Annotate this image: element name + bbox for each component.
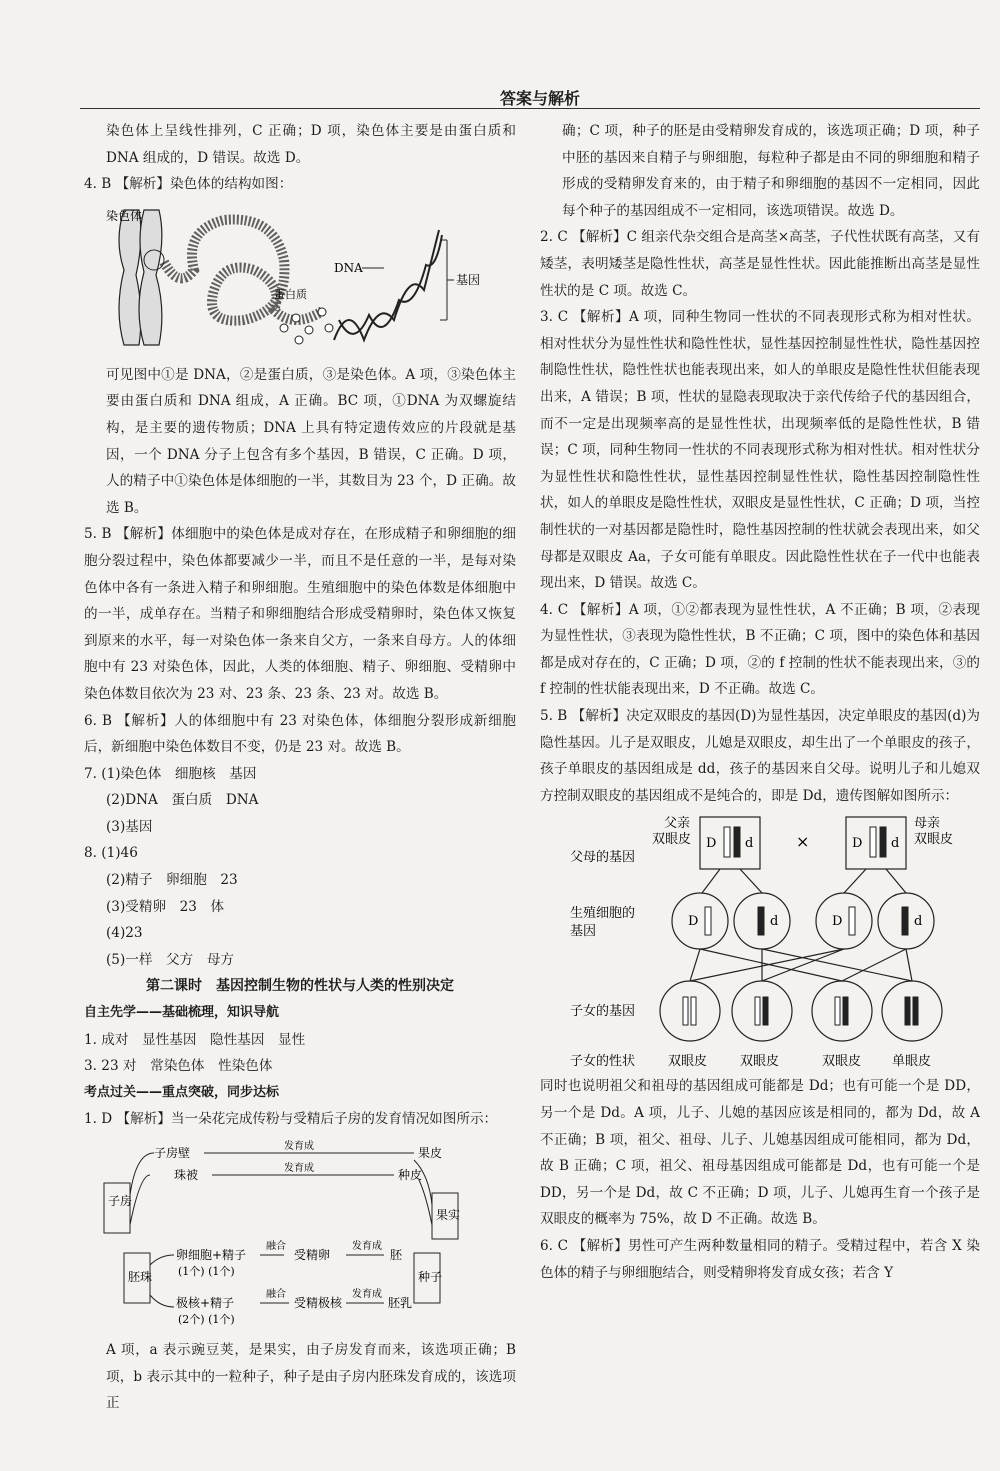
fig2-fruit-peel: 果皮 bbox=[418, 1146, 443, 1160]
fig2-egg-count: (1个) (1个) bbox=[178, 1265, 235, 1278]
fig3-trait-4: 单眼皮 bbox=[892, 1054, 932, 1070]
key-5-head: 5. B 【解析】决定双眼皮的基因(D)为显性基因，决定单眼皮的基因(d)为隐性基因。儿子是双眼皮，儿媳是双眼皮，却生出了一个单眼皮的孩子，孩子单眼皮的基因组成是 dd，孩子的基因来自父母。说明儿子和儿媳双方控制双眼皮的基因组成不是纯合的，即是 Dd，遗传图解如图所示： bbox=[540, 708, 980, 804]
fig2-fuse-2: 融合 bbox=[266, 1289, 286, 1300]
answer-4-body: 可见图中①是 DNA，②是蛋白质，③是染色体。A 项，③染色体主要由蛋白质和 DNA 组成，A 正确。BC 项，①DNA 为双螺旋结构，是主要的遗传物质；DNA 上具有特定遗传效应的片段就是基因，一个 DNA 分子上包含有多个基因，B 错误，C 正确。D 项，人的精子中①染色体是体细胞的一半，其数目为 23 个，D 正确。故选 B。 bbox=[106, 366, 516, 516]
fig2-develop-3: 发育成 bbox=[352, 1241, 382, 1252]
subsection-1: 自主先学——基础梳理，知识导航 bbox=[84, 1005, 280, 1021]
key-4: 4. C 【解析】A 项，①②都表现为显性性状，A 不正确；B 项，②表现为显性性状，③表现为隐性性状，B 不正确；C 项，图中的染色体和基因都是成对存在的，C 正确；D 项，②的 f 控制的性状不能表现出来，③的 f 控制的性状能表现出来，D 不正确。故选 C。 bbox=[540, 601, 980, 698]
fig2-seed-coat: 种皮 bbox=[398, 1168, 423, 1182]
fig3-germ-cells: 生殖细胞的 bbox=[570, 906, 636, 922]
germ-d-2: d bbox=[914, 914, 923, 930]
mother-D: D bbox=[852, 836, 863, 852]
label-chromosome: 染色体 bbox=[106, 208, 143, 223]
answer-7-3: (3)基因 bbox=[106, 818, 153, 835]
fig2-fruit: 果实 bbox=[436, 1208, 461, 1222]
fig2-ovary: 子房 bbox=[108, 1194, 133, 1208]
answer-8-5: (5)一样 父方 母方 bbox=[106, 951, 235, 968]
self-study-1: 1. 成对 显性基因 隐性基因 显性 bbox=[84, 1031, 306, 1048]
fig2-develop-4: 发育成 bbox=[352, 1289, 382, 1300]
fig3-father-trait: 双眼皮 bbox=[652, 832, 692, 848]
fig2-polar: 极核+精子 bbox=[176, 1296, 235, 1310]
fig3-child-traits: 子女的性状 bbox=[570, 1054, 636, 1070]
fig3-child-genes: 子女的基因 bbox=[570, 1004, 636, 1020]
key-1-body: A 项，a 表示豌豆荚，是果实，由子房发育而来，该选项正确；B 项，b 表示其中的一粒种子，种子是由子房内胚珠发育成的，该选项正 bbox=[106, 1342, 516, 1412]
right-column bbox=[540, 118, 980, 1286]
fig2-ovary-wall: 子房壁 bbox=[154, 1146, 191, 1160]
answer-4-head: 4. B 【解析】染色体的结构如图： bbox=[84, 176, 293, 193]
fig3-parent-genes: 父母的基因 bbox=[570, 850, 636, 866]
key-3: 3. C 【解析】A 项，同种生物同一性状的不同表现形式称为相对性状。相对性状分为显性性状和隐性性状，显性基因控制显性性状，隐性基因控制隐性性状，隐性性状也能表现出来，如人的单眼皮是隐性性状但能表现出来，A 错误；B 项，性状的显隐表现取决于亲代传给子代的基因组合，而不一定是出现频率高的是显性性状，出现频率低的是隐性性状，B 错误；C 项，同种生物同一性状的不同表现形式称为相对性状。相对性状分为显性性状和隐性性状，显性基因控制显性性状，隐性基因控制隐性性状，如人的单眼皮是隐性性状，双眼皮是显性性状，C 正确；D 项，当控制性状的一对基因都是隐性时，隐性基因控制的性状就会表现出来，如父母都是双眼皮 Aa，子女可能有单眼皮。因此隐性性状在子一代中也能表现出来，D 错误。故选 C。 bbox=[540, 309, 980, 592]
label-gene: 基因 bbox=[456, 272, 481, 287]
ovary-development-figure bbox=[84, 1135, 514, 1335]
key-5-body: 同时也说明祖父和祖母的基因组成可能都是 Dd；也有可能一个是 DD，另一个是 Dd。A 项，儿子、儿媳的基因应该是相同的，都为 Dd，故 A 不正确；B 项，祖父、祖母、儿子、儿媳基因组成可能相同，都为 Dd，故 B 正确；C 项，祖父、祖母基因组成可能都是 Dd，也有可能一个是 DD，另一个是 Dd，故 C 不正确；D 项，儿子、儿媳再生育一个孩子是双眼皮的概率为 75%，故 D 不正确。故选 B。 bbox=[540, 1078, 980, 1228]
fig2-ovule: 胚珠 bbox=[128, 1270, 153, 1284]
key-1-head: 1. D 【解析】当一朵花完成传粉与受精后子房的发育情况如图所示： bbox=[84, 1111, 498, 1128]
fig2-fert-polar: 受精极核 bbox=[294, 1296, 343, 1310]
answer-8-4: (4)23 bbox=[106, 925, 143, 942]
answer-8-1: 8. (1)46 bbox=[84, 845, 138, 862]
answer-7-1: 7. (1)染色体 细胞核 基因 bbox=[84, 765, 257, 782]
box-ovary bbox=[104, 1183, 133, 1233]
answer-5: 5. B 【解析】体细胞中的染色体是成对存在，在形成精子和卵细胞的细胞分裂过程中，染色体都要减少一半，而且不是任意的一半，是每对染色体中各有一条进入精子和卵细胞。生殖细胞中的染色体数是体细胞中的一半，成单存在。当精子和卵细胞结合形成受精卵时，染色体又恢复到原来的水平，每一对染色体一条来自父方，一条来自母方。人的体细胞中有 23 对染色体，因此，人类的体细胞、精子、卵细胞、受精卵中染色体数目依次为 23 对、23 条、23 条、23 对。故选 B。 bbox=[84, 526, 516, 702]
dna-helix-b bbox=[339, 235, 442, 334]
fig2-seed: 种子 bbox=[418, 1270, 443, 1284]
coiled-fiber bbox=[164, 219, 324, 320]
left-paragraph-0: 染色体上呈线性排列，C 正确；D 项，染色体主要是由蛋白质和 DNA 组成的，D 错误。故选 D。 bbox=[106, 123, 516, 166]
father-D: D bbox=[706, 836, 717, 852]
father-d: d bbox=[745, 836, 754, 852]
self-study-3: 3. 23 对 常染色体 性染色体 bbox=[84, 1058, 273, 1075]
right-paragraph-0: 确；C 项，种子的胚是由受精卵发育成的，该选项正确；D 项，种子中胚的基因来自精子与卵细胞，每粒种子都是由不同的卵细胞和精子形成的受精卵发育来的，由于精子和卵细胞的基因不一定相同，因此每个种子的基因组成不一定相同，该选项错误。故选 D。 bbox=[562, 123, 980, 219]
fig2-develop-2: 发育成 bbox=[284, 1163, 314, 1174]
left-column bbox=[84, 118, 516, 1417]
mother-d: d bbox=[891, 836, 900, 852]
answer-8-2: (2)精子 卵细胞 23 bbox=[106, 872, 238, 889]
key-6: 6. C 【解析】男性可产生两种数量相同的精子。受精过程中，若含 X 染色体的精子与卵细胞结合，则受精卵将发育成女孩；若含 Y bbox=[540, 1238, 980, 1281]
fig2-endosperm: 胚乳 bbox=[388, 1296, 413, 1310]
answer-8-3: (3)受精卵 23 体 bbox=[106, 898, 225, 915]
label-dna: DNA bbox=[334, 260, 363, 275]
fig2-fuse-1: 融合 bbox=[266, 1241, 286, 1252]
germ-D-2: D bbox=[832, 914, 843, 930]
chromosome-structure-figure bbox=[84, 200, 484, 360]
header-title: 答案与解析 bbox=[499, 89, 580, 108]
section-title: 第二课时 基因控制生物的性状与人类的性别决定 bbox=[146, 978, 454, 995]
fig3-trait-1: 双眼皮 bbox=[668, 1054, 708, 1070]
fig3-trait-3: 双眼皮 bbox=[822, 1054, 862, 1070]
fig2-zygote: 受精卵 bbox=[294, 1248, 331, 1262]
fig3-germ-cells-2: 基因 bbox=[570, 924, 597, 940]
fig3-mother: 母亲 bbox=[914, 816, 941, 832]
fig2-egg: 卵细胞+精子 bbox=[176, 1248, 247, 1262]
inheritance-diagram bbox=[540, 811, 980, 1071]
chromosome-shape bbox=[119, 210, 162, 345]
fig3-father: 父亲 bbox=[664, 816, 691, 832]
germ-D-1: D bbox=[688, 914, 699, 930]
fig2-polar-count: (2个) (1个) bbox=[178, 1313, 235, 1326]
fig2-embryo: 胚 bbox=[390, 1248, 403, 1262]
fig3-mother-trait: 双眼皮 bbox=[914, 832, 954, 848]
answer-6: 6. B 【解析】人的体细胞中有 23 对染色体，体细胞分裂形成新细胞后，新细胞中染色体数目不变，仍是 23 对。故选 B。 bbox=[84, 712, 516, 756]
fig3-cross: × bbox=[796, 832, 810, 852]
germ-d-1: d bbox=[770, 914, 779, 930]
fig3-trait-2: 双眼皮 bbox=[740, 1054, 780, 1070]
answer-7-2: (2)DNA 蛋白质 DNA bbox=[106, 792, 259, 809]
fig2-develop-1: 发育成 bbox=[284, 1141, 314, 1152]
fig2-integument: 珠被 bbox=[174, 1168, 199, 1182]
label-protein: 蛋白质 bbox=[274, 287, 307, 301]
page-header bbox=[80, 88, 980, 109]
key-2: 2. C 【解析】C 组亲代杂交组合是高茎×高茎，子代性状既有高茎，又有矮茎，表明矮茎是隐性性状，高茎是显性性状。因此能推断出高茎是显性性状的是 C 项。故选 C。 bbox=[540, 229, 980, 299]
subsection-2: 考点过关——重点突破，同步达标 bbox=[84, 1084, 280, 1100]
